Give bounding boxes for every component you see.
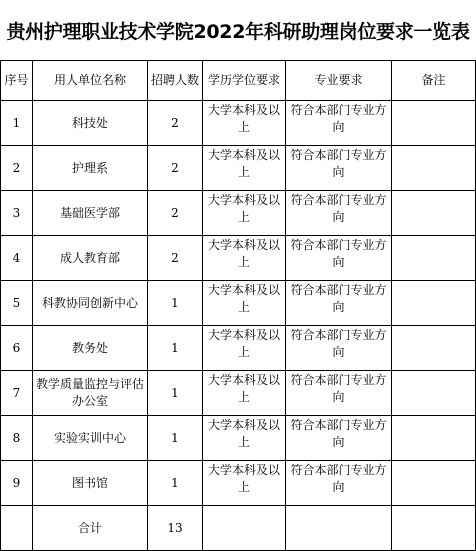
table-row bbox=[1, 146, 476, 191]
cell-note bbox=[392, 236, 476, 281]
cell-degree: 大学本科及以上 bbox=[203, 281, 286, 326]
table-row bbox=[1, 281, 476, 326]
table-row bbox=[1, 191, 476, 236]
cell-no: 2 bbox=[1, 146, 33, 191]
cell-unit: 科技处 bbox=[33, 101, 148, 146]
cell-major: 符合本部门专业方向 bbox=[286, 371, 392, 416]
cell-unit: 教学质量监控与评估办公室 bbox=[33, 371, 148, 416]
cell-major: 符合本部门专业方向 bbox=[286, 461, 392, 506]
cell-count: 2 bbox=[148, 101, 203, 146]
cell-unit: 成人教育部 bbox=[33, 236, 148, 281]
total-count: 13 bbox=[148, 506, 203, 551]
cell-count: 1 bbox=[148, 326, 203, 371]
cell-degree: 大学本科及以上 bbox=[203, 101, 286, 146]
cell-degree: 大学本科及以上 bbox=[203, 416, 286, 461]
cell-no: 1 bbox=[1, 101, 33, 146]
table-row bbox=[1, 101, 476, 146]
cell-no: 6 bbox=[1, 326, 33, 371]
cell-unit: 基础医学部 bbox=[33, 191, 148, 236]
table-header-row bbox=[1, 61, 476, 101]
cell-no: 3 bbox=[1, 191, 33, 236]
total-no bbox=[1, 506, 33, 551]
cell-degree: 大学本科及以上 bbox=[203, 371, 286, 416]
total-row bbox=[1, 506, 476, 551]
header-count: 招聘人数 bbox=[148, 61, 203, 101]
cell-note bbox=[392, 281, 476, 326]
cell-note bbox=[392, 191, 476, 236]
table-row bbox=[1, 371, 476, 416]
header-degree: 学历学位要求 bbox=[203, 61, 286, 101]
cell-count: 1 bbox=[148, 461, 203, 506]
cell-no: 9 bbox=[1, 461, 33, 506]
header-note: 备注 bbox=[392, 61, 476, 101]
cell-degree: 大学本科及以上 bbox=[203, 461, 286, 506]
cell-major: 符合本部门专业方向 bbox=[286, 326, 392, 371]
cell-degree: 大学本科及以上 bbox=[203, 236, 286, 281]
cell-degree: 大学本科及以上 bbox=[203, 326, 286, 371]
cell-degree: 大学本科及以上 bbox=[203, 146, 286, 191]
cell-unit: 科教协同创新中心 bbox=[33, 281, 148, 326]
cell-note bbox=[392, 326, 476, 371]
cell-count: 2 bbox=[148, 191, 203, 236]
cell-no: 8 bbox=[1, 416, 33, 461]
cell-no: 4 bbox=[1, 236, 33, 281]
cell-unit: 图书馆 bbox=[33, 461, 148, 506]
cell-note bbox=[392, 146, 476, 191]
header-unit: 用人单位名称 bbox=[33, 61, 148, 101]
cell-no: 5 bbox=[1, 281, 33, 326]
total-degree bbox=[203, 506, 286, 551]
cell-unit: 教务处 bbox=[33, 326, 148, 371]
cell-major: 符合本部门专业方向 bbox=[286, 281, 392, 326]
header-no: 序号 bbox=[1, 61, 33, 101]
table-row bbox=[1, 236, 476, 281]
cell-degree: 大学本科及以上 bbox=[203, 191, 286, 236]
cell-note bbox=[392, 371, 476, 416]
cell-major: 符合本部门专业方向 bbox=[286, 146, 392, 191]
cell-note bbox=[392, 416, 476, 461]
cell-no: 7 bbox=[1, 371, 33, 416]
table-row bbox=[1, 416, 476, 461]
cell-unit: 实验实训中心 bbox=[33, 416, 148, 461]
header-major: 专业要求 bbox=[286, 61, 392, 101]
page-title: 贵州护理职业技术学院2022年科研助理岗位要求一览表 bbox=[6, 20, 470, 43]
cell-unit: 护理系 bbox=[33, 146, 148, 191]
cell-note bbox=[392, 461, 476, 506]
cell-major: 符合本部门专业方向 bbox=[286, 416, 392, 461]
cell-major: 符合本部门专业方向 bbox=[286, 101, 392, 146]
total-label: 合计 bbox=[33, 506, 148, 551]
table-row bbox=[1, 461, 476, 506]
cell-count: 1 bbox=[148, 281, 203, 326]
cell-count: 2 bbox=[148, 236, 203, 281]
cell-major: 符合本部门专业方向 bbox=[286, 236, 392, 281]
cell-note bbox=[392, 101, 476, 146]
cell-major: 符合本部门专业方向 bbox=[286, 191, 392, 236]
total-major bbox=[286, 506, 392, 551]
total-note bbox=[392, 506, 476, 551]
cell-count: 2 bbox=[148, 146, 203, 191]
table-row bbox=[1, 326, 476, 371]
cell-count: 1 bbox=[148, 371, 203, 416]
cell-count: 1 bbox=[148, 416, 203, 461]
positions-table bbox=[0, 60, 476, 551]
